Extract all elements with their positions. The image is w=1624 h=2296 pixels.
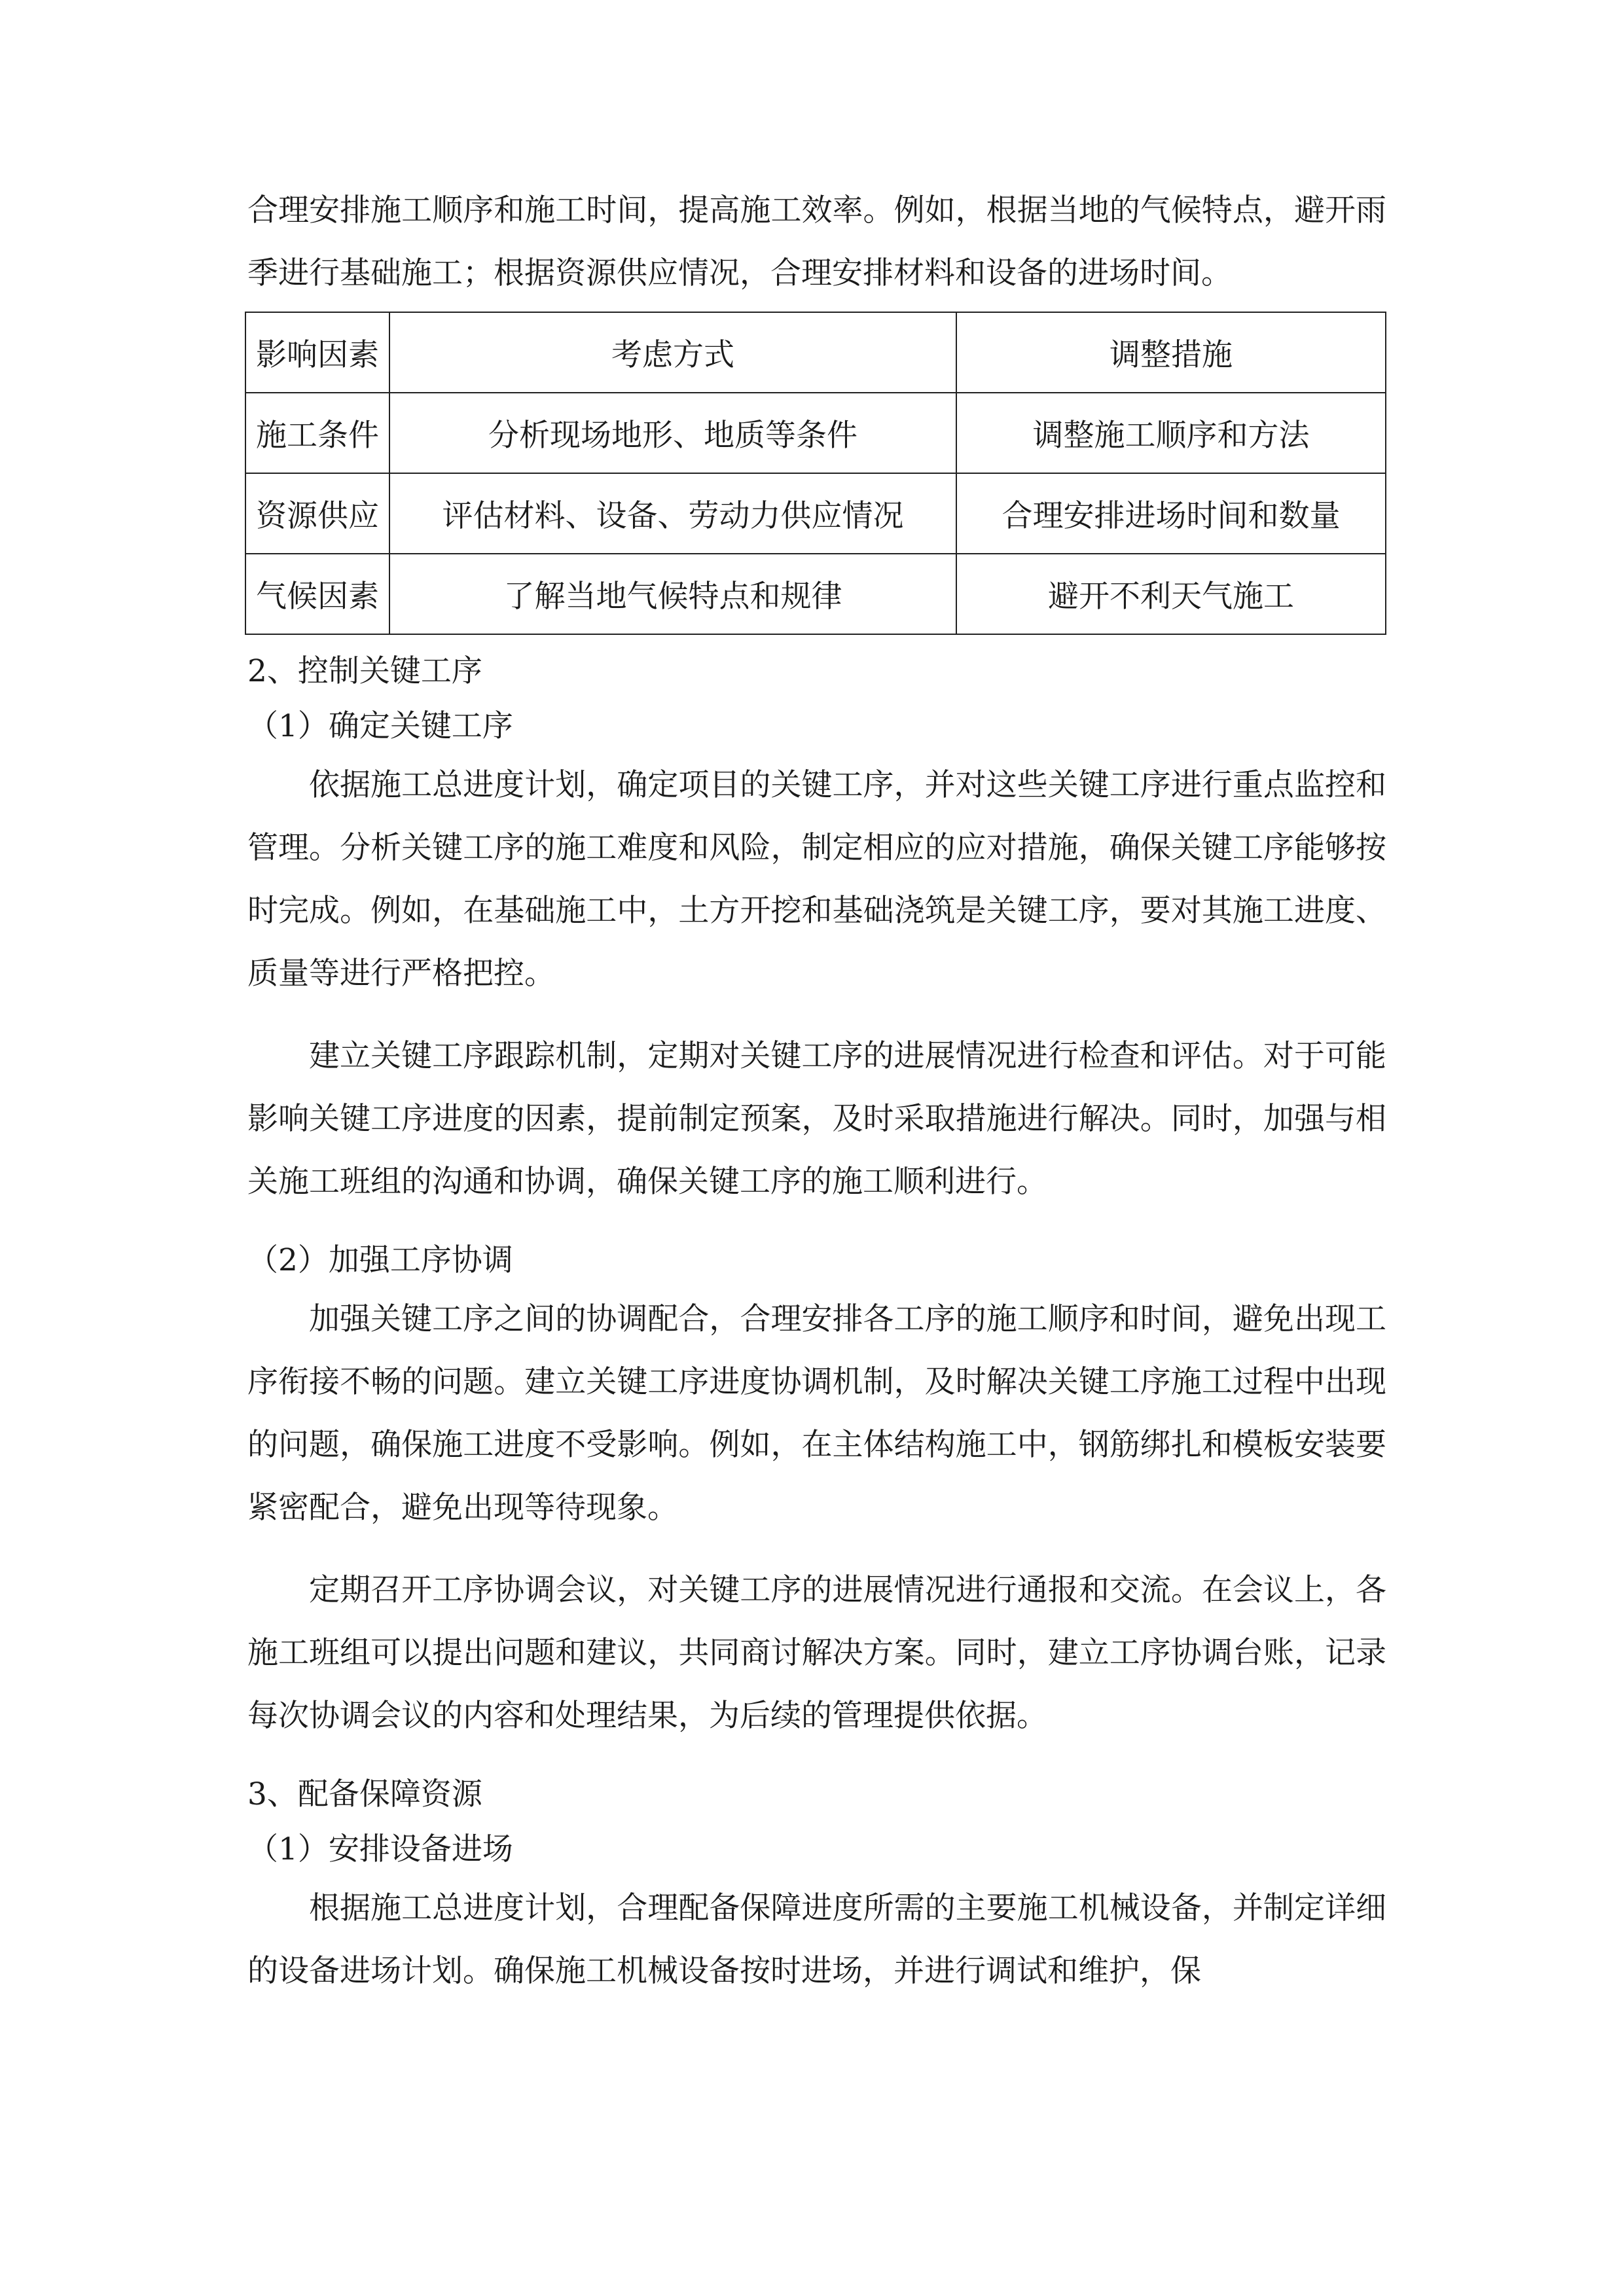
factors-table bbox=[245, 312, 1386, 635]
section-heading: 2、控制关键工序 bbox=[247, 653, 482, 689]
subsection-heading: （1）确定关键工序 bbox=[247, 708, 513, 744]
table-cell: 分析现场地形、地质等条件 bbox=[389, 393, 956, 473]
intro-paragraph: 合理安排施工顺序和施工时间，提高施工效率。例如，根据当地的气候特点，避开雨季进行基础施工；根据资源供应情况，合理安排材料和设备的进场时间。 bbox=[247, 192, 1386, 291]
table-cell: 评估材料、设备、劳动力供应情况 bbox=[389, 473, 956, 554]
table-header-cell: 影响因素 bbox=[245, 312, 389, 393]
table-cell: 施工条件 bbox=[245, 393, 389, 473]
table-row bbox=[245, 473, 1386, 554]
table-cell: 调整施工顺序和方法 bbox=[956, 393, 1386, 473]
table-header-cell: 考虑方式 bbox=[389, 312, 956, 393]
body-paragraph: 加强关键工序之间的协调配合，合理安排各工序的施工顺序和时间，避免出现工序衔接不畅的问题。建立关键工序进度协调机制，及时解决关键工序施工过程中出现的问题，确保施工进度不受影响。例如，在主体结构施工中，钢筋绑扎和模板安装要紧密配合，避免出现等待现象。 bbox=[247, 1301, 1386, 1526]
table-header-cell: 调整措施 bbox=[956, 312, 1386, 393]
body-paragraph: 依据施工总进度计划，确定项目的关键工序，并对这些关键工序进行重点监控和管理。分析关键工序的施工难度和风险，制定相应的应对措施，确保关键工序能够按时完成。例如，在基础施工中，土方开挖和基础浇筑是关键工序，要对其施工进度、质量等进行严格把控。 bbox=[247, 767, 1386, 992]
table-cell: 气候因素 bbox=[245, 554, 389, 634]
table-cell: 避开不利天气施工 bbox=[956, 554, 1386, 634]
table-cell: 了解当地气候特点和规律 bbox=[389, 554, 956, 634]
body-paragraph: 建立关键工序跟踪机制，定期对关键工序的进展情况进行检查和评估。对于可能影响关键工序进度的因素，提前制定预案，及时采取措施进行解决。同时，加强与相关施工班组的沟通和协调，确保关键工序的施工顺利进行。 bbox=[247, 1038, 1386, 1200]
table-row bbox=[245, 393, 1386, 473]
table-cell: 合理安排进场时间和数量 bbox=[956, 473, 1386, 554]
table-row bbox=[245, 554, 1386, 634]
body-paragraph: 定期召开工序协调会议，对关键工序的进展情况进行通报和交流。在会议上，各施工班组可以提出问题和建议，共同商讨解决方案。同时，建立工序协调台账，记录每次协调会议的内容和处理结果，为后续的管理提供依据。 bbox=[247, 1572, 1386, 1734]
section-heading: 3、配备保障资源 bbox=[247, 1776, 482, 1812]
subsection-heading: （1）安排设备进场 bbox=[247, 1831, 513, 1867]
table-header-row bbox=[245, 312, 1386, 393]
subsection-heading: （2）加强工序协调 bbox=[247, 1242, 513, 1278]
document-page bbox=[247, 179, 1386, 2003]
table-cell: 资源供应 bbox=[245, 473, 389, 554]
body-paragraph: 根据施工总进度计划，合理配备保障进度所需的主要施工机械设备，并制定详细的设备进场计划。确保施工机械设备按时进场，并进行调试和维护，保 bbox=[247, 1890, 1386, 1989]
